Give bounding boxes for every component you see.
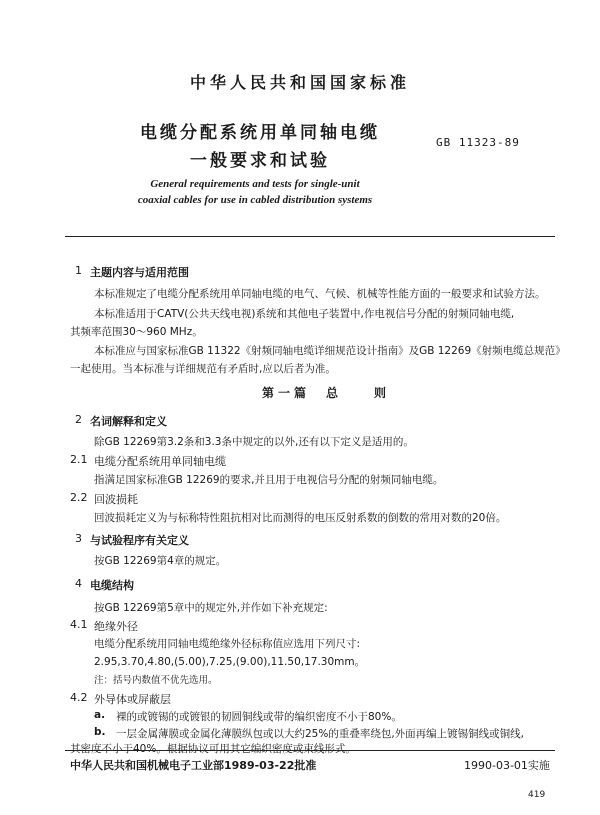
section-4-1-text: 电缆分配系统用同轴电缆绝缘外径标称值应选用下列尺寸: [94, 638, 361, 650]
section-3-text: 按GB 12269第4章的规定。 [94, 555, 227, 567]
section-2-number: 2 [75, 413, 82, 426]
section-2-1-heading: 电缆分配系统用单同轴电缆 [94, 455, 226, 468]
footer-divider [65, 750, 555, 751]
section-2-heading: 名词解释和定义 [90, 415, 167, 428]
section-1-para-2a: 本标准适用于CATV(公共天线电视)系统和其他电子装置中,作电视信号分配的射频同轴电缆, [94, 308, 515, 320]
section-2-para-1: 除GB 12269第3.2条和3.3条中规定的以外,还有以下定义是适用的。 [94, 436, 414, 448]
section-4-1-number: 4.1 [70, 618, 88, 631]
item-b-label: b. [94, 726, 106, 738]
document-title-line-1: 电缆分配系统用单同轴电缆 [140, 123, 380, 143]
item-a-text: 裸的或镀锡的或镀银的韧圆铜线或带的编织密度不小于80%。 [116, 711, 402, 723]
section-2-2-number: 2.2 [70, 491, 88, 504]
section-4-1-values: 2.95,3.70,4.80,(5.00),7.25,(9.00),11.50,17.30mm。 [94, 656, 366, 668]
section-1-para-3b: 一起使用。当本标准与详细规范有矛盾时,应以后者为准。 [70, 363, 336, 375]
section-3-number: 3 [75, 532, 82, 545]
national-standard-heading: 中华人民共和国国家标准 [189, 73, 410, 92]
section-1-heading: 主题内容与适用范围 [90, 266, 189, 279]
gb-standard-number: GB 11323-89 [436, 136, 520, 149]
section-4-2-heading: 外导体或屏蔽层 [94, 693, 171, 706]
item-b-text-2: 其密度不小于40%。根据协议可用其它编织密度或束线形式。 [70, 743, 356, 755]
chapter-heading: 第一篇 总 则 [262, 386, 391, 400]
item-a-label: a. [94, 709, 106, 721]
approval-line: 中华人民共和国机械电子工业部1989-03-22批准 [70, 759, 317, 772]
section-3-heading: 与试验程序有关定义 [90, 534, 189, 547]
effective-date: 1990-03-01实施 [464, 759, 550, 772]
section-2-2-text: 回波损耗定义为与标称特性阻抗相对比而测得的电压反射系数的倒数的常用对数的20倍。 [94, 512, 507, 524]
english-title-line-2: coaxial cables for use in cabled distribution systems [137, 194, 373, 206]
section-4-number: 4 [75, 577, 82, 590]
section-4-text: 按GB 12269第5章中的规定外,并作如下补充规定: [94, 602, 328, 614]
section-4-1-heading: 绝缘外径 [94, 620, 138, 633]
section-1-para-1: 本标准规定了电缆分配系统用单同轴电缆的电气、气候、机械等性能方面的一般要求和试验方法。 [94, 288, 546, 300]
section-4-heading: 电缆结构 [90, 579, 134, 592]
section-2-1-text: 指满足国家标准GB 12269的要求,并且用于电视信号分配的射频同轴电缆。 [94, 474, 444, 486]
english-title-line-1: General requirements and tests for single-unit [150, 178, 360, 190]
section-1-number: 1 [75, 264, 82, 277]
section-2-1-number: 2.1 [70, 453, 88, 466]
section-1-para-2b: 其频率范围30～960 MHz。 [70, 326, 203, 338]
section-4-2-number: 4.2 [70, 691, 88, 704]
document-title-line-2: 一般要求和试验 [190, 151, 330, 171]
page-number: 419 [528, 790, 546, 800]
section-2-2-heading: 回波损耗 [94, 493, 138, 506]
section-1-para-3a: 本标准应与国家标准GB 11322《射频同轴电缆详细规范设计指南》及GB 12269《射频电缆总规范》 [94, 345, 566, 357]
header-divider [65, 236, 555, 237]
section-4-1-note: 注：括号内数值不优先选用。 [94, 675, 218, 686]
item-b-text-1: 一层金属薄膜或金属化薄膜纵包或以大约25%的重叠率绕包,外面再编上镀锡铜线或铜线, [116, 728, 525, 740]
